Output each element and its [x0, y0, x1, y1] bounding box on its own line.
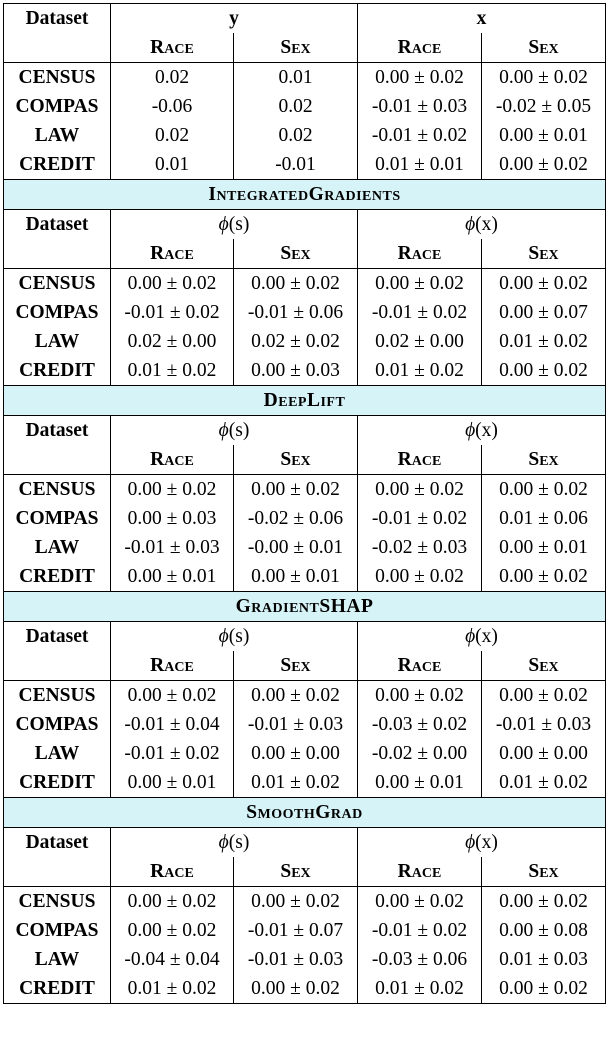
subheader-sex: Sex: [482, 445, 606, 475]
subheader-race: Race: [358, 651, 482, 681]
value-cell: -0.01 ± 0.03: [234, 945, 358, 974]
phi-symbol: ϕ: [218, 832, 229, 853]
value-cell: 0.00 ± 0.02: [358, 887, 482, 917]
value-cell: 0.00 ± 0.01: [111, 562, 234, 592]
group-header-phi-s: [111, 622, 358, 652]
value-cell: 0.01: [111, 150, 234, 180]
results-table-body: [4, 4, 606, 1004]
value-cell: -0.01 ± 0.03: [234, 710, 358, 739]
value-cell: -0.02 ± 0.03: [358, 533, 482, 562]
value-cell: 0.00 ± 0.02: [358, 681, 482, 711]
value-cell: -0.06: [111, 92, 234, 121]
dataset-header: Dataset: [4, 828, 111, 887]
phi-arg-s: (s): [228, 420, 250, 441]
subheader-sex: Sex: [482, 857, 606, 887]
phi-symbol: ϕ: [218, 626, 229, 647]
table-row: [4, 475, 606, 505]
value-cell: 0.00 ± 0.01: [482, 121, 606, 150]
value-cell: 0.01 ± 0.02: [111, 974, 234, 1004]
value-cell: 0.00 ± 0.02: [234, 475, 358, 505]
value-cell: 0.02 ± 0.02: [234, 327, 358, 356]
value-cell: -0.04 ± 0.04: [111, 945, 234, 974]
subheader-race: Race: [111, 33, 234, 63]
value-cell: 0.00 ± 0.02: [234, 887, 358, 917]
table-row: [4, 356, 606, 386]
phi-header-row: [4, 622, 606, 652]
phi-arg-s: (s): [228, 626, 250, 647]
method-band-row: [4, 386, 606, 416]
phi-header-row: [4, 416, 606, 446]
table-row: [4, 710, 606, 739]
value-cell: 0.00 ± 0.02: [111, 475, 234, 505]
value-cell: -0.01 ± 0.04: [111, 710, 234, 739]
subheader-race: Race: [111, 857, 234, 887]
table-row: [4, 887, 606, 917]
dataset-name: CENSUS: [4, 887, 111, 917]
phi-symbol: ϕ: [465, 214, 476, 235]
value-cell: 0.00 ± 0.02: [234, 974, 358, 1004]
value-cell: 0.01 ± 0.02: [358, 974, 482, 1004]
subheader-race: Race: [111, 445, 234, 475]
table-row: [4, 533, 606, 562]
phi-symbol: ϕ: [218, 420, 229, 441]
dataset-name: CENSUS: [4, 269, 111, 299]
value-cell: 0.02 ± 0.00: [358, 327, 482, 356]
value-cell: 0.00 ± 0.02: [482, 63, 606, 93]
value-cell: 0.01 ± 0.03: [482, 945, 606, 974]
dataset-name: CREDIT: [4, 974, 111, 1004]
table-row: [4, 739, 606, 768]
phi-arg-s: (s): [228, 214, 250, 235]
dataset-name: CENSUS: [4, 475, 111, 505]
value-cell: 0.00 ± 0.01: [358, 768, 482, 798]
table-row: [4, 269, 606, 299]
value-cell: 0.00 ± 0.02: [358, 562, 482, 592]
dataset-name: COMPAS: [4, 710, 111, 739]
value-cell: -0.02 ± 0.06: [234, 504, 358, 533]
dataset-name: LAW: [4, 533, 111, 562]
dataset-name: CREDIT: [4, 150, 111, 180]
value-cell: 0.00 ± 0.02: [482, 356, 606, 386]
value-cell: -0.02 ± 0.05: [482, 92, 606, 121]
dataset-header: Dataset: [4, 622, 111, 681]
phi-header-row: [4, 210, 606, 240]
dataset-name: LAW: [4, 945, 111, 974]
value-cell: -0.02 ± 0.00: [358, 739, 482, 768]
subheader-race: Race: [111, 239, 234, 269]
method-title: DeepLift: [4, 386, 606, 416]
value-cell: 0.01 ± 0.02: [358, 356, 482, 386]
value-cell: 0.00 ± 0.02: [111, 916, 234, 945]
value-cell: 0.02: [111, 121, 234, 150]
table-row: [4, 681, 606, 711]
group-header-phi-s: [111, 210, 358, 240]
value-cell: -0.03 ± 0.02: [358, 710, 482, 739]
value-cell: -0.01 ± 0.03: [482, 710, 606, 739]
value-cell: 0.00 ± 0.01: [234, 562, 358, 592]
phi-arg-s: (s): [228, 832, 250, 853]
value-cell: 0.00 ± 0.02: [358, 63, 482, 93]
value-cell: 0.00 ± 0.08: [482, 916, 606, 945]
value-cell: 0.00 ± 0.02: [482, 974, 606, 1004]
phi-arg-x: (x): [475, 420, 498, 441]
table-row: [4, 92, 606, 121]
phi-symbol: ϕ: [465, 626, 476, 647]
value-cell: -0.01 ± 0.02: [358, 916, 482, 945]
dataset-name: COMPAS: [4, 916, 111, 945]
subheader-race: Race: [358, 857, 482, 887]
value-cell: -0.01 ± 0.02: [111, 298, 234, 327]
value-cell: 0.00 ± 0.07: [482, 298, 606, 327]
value-cell: 0.02 ± 0.00: [111, 327, 234, 356]
value-cell: -0.01 ± 0.02: [358, 298, 482, 327]
table-row: [4, 150, 606, 180]
subheader-sex: Sex: [234, 445, 358, 475]
value-cell: -0.01 ± 0.06: [234, 298, 358, 327]
table-row: [4, 327, 606, 356]
value-cell: 0.00 ± 0.03: [234, 356, 358, 386]
value-cell: 0.00 ± 0.01: [482, 533, 606, 562]
value-cell: 0.00 ± 0.02: [482, 150, 606, 180]
phi-symbol: ϕ: [218, 214, 229, 235]
group-header-phi-x: [358, 622, 606, 652]
method-band-row: [4, 180, 606, 210]
value-cell: 0.01 ± 0.01: [358, 150, 482, 180]
method-title: IntegratedGradients: [4, 180, 606, 210]
dataset-name: CENSUS: [4, 681, 111, 711]
value-cell: 0.00 ± 0.02: [234, 269, 358, 299]
top-header-row: [4, 4, 606, 34]
subheader-race: Race: [111, 651, 234, 681]
subheader-sex: Sex: [234, 651, 358, 681]
value-cell: 0.00 ± 0.02: [482, 681, 606, 711]
dataset-name: COMPAS: [4, 92, 111, 121]
dataset-name: CREDIT: [4, 768, 111, 798]
phi-arg-x: (x): [475, 214, 498, 235]
dataset-name: LAW: [4, 327, 111, 356]
value-cell: 0.00 ± 0.03: [111, 504, 234, 533]
group-header-phi-s: [111, 416, 358, 446]
method-title: GradientSHAP: [4, 592, 606, 622]
dataset-name: COMPAS: [4, 504, 111, 533]
phi-arg-x: (x): [475, 626, 498, 647]
value-cell: 0.01: [234, 63, 358, 93]
group-header-x: x: [358, 4, 606, 34]
value-cell: -0.00 ± 0.01: [234, 533, 358, 562]
value-cell: 0.00 ± 0.02: [482, 475, 606, 505]
value-cell: 0.00 ± 0.00: [234, 739, 358, 768]
group-header-phi-x: [358, 416, 606, 446]
dataset-name: LAW: [4, 121, 111, 150]
subheader-sex: Sex: [482, 651, 606, 681]
value-cell: -0.01 ± 0.07: [234, 916, 358, 945]
value-cell: -0.01 ± 0.03: [111, 533, 234, 562]
table-row: [4, 916, 606, 945]
table-row: [4, 768, 606, 798]
value-cell: 0.00 ± 0.00: [482, 739, 606, 768]
value-cell: -0.03 ± 0.06: [358, 945, 482, 974]
table-row: [4, 945, 606, 974]
subheader-race: Race: [358, 33, 482, 63]
dataset-name: COMPAS: [4, 298, 111, 327]
phi-header-row: [4, 828, 606, 858]
subheader-sex: Sex: [234, 857, 358, 887]
table-row: [4, 974, 606, 1004]
value-cell: -0.01 ± 0.02: [111, 739, 234, 768]
value-cell: 0.00 ± 0.02: [111, 269, 234, 299]
table-row: [4, 121, 606, 150]
dataset-name: CREDIT: [4, 562, 111, 592]
results-table: [3, 3, 606, 1004]
value-cell: 0.01 ± 0.06: [482, 504, 606, 533]
value-cell: 0.00 ± 0.02: [482, 269, 606, 299]
value-cell: 0.01 ± 0.02: [234, 768, 358, 798]
method-band-row: [4, 592, 606, 622]
table-row: [4, 298, 606, 327]
value-cell: 0.01 ± 0.02: [482, 768, 606, 798]
value-cell: 0.00 ± 0.02: [482, 562, 606, 592]
value-cell: 0.00 ± 0.02: [234, 681, 358, 711]
dataset-name: LAW: [4, 739, 111, 768]
value-cell: 0.00 ± 0.01: [111, 768, 234, 798]
value-cell: 0.00 ± 0.02: [111, 887, 234, 917]
value-cell: 0.00 ± 0.02: [358, 269, 482, 299]
value-cell: 0.00 ± 0.02: [358, 475, 482, 505]
subheader-race: Race: [358, 445, 482, 475]
table-row: [4, 504, 606, 533]
phi-arg-x: (x): [475, 832, 498, 853]
method-title: SmoothGrad: [4, 798, 606, 828]
value-cell: -0.01 ± 0.02: [358, 504, 482, 533]
value-cell: -0.01: [234, 150, 358, 180]
value-cell: 0.02: [111, 63, 234, 93]
value-cell: 0.00 ± 0.02: [111, 681, 234, 711]
group-header-phi-x: [358, 828, 606, 858]
dataset-name: CREDIT: [4, 356, 111, 386]
value-cell: 0.02: [234, 92, 358, 121]
subheader-sex: Sex: [482, 33, 606, 63]
value-cell: 0.01 ± 0.02: [111, 356, 234, 386]
subheader-sex: Sex: [234, 239, 358, 269]
value-cell: 0.02: [234, 121, 358, 150]
value-cell: 0.01 ± 0.02: [482, 327, 606, 356]
dataset-name: CENSUS: [4, 63, 111, 93]
dataset-header: Dataset: [4, 416, 111, 475]
table-row: [4, 562, 606, 592]
table-row: [4, 63, 606, 93]
dataset-header: Dataset: [4, 4, 111, 63]
subheader-sex: Sex: [234, 33, 358, 63]
group-header-y: y: [111, 4, 358, 34]
subheader-race: Race: [358, 239, 482, 269]
group-header-phi-x: [358, 210, 606, 240]
value-cell: -0.01 ± 0.03: [358, 92, 482, 121]
dataset-header: Dataset: [4, 210, 111, 269]
group-header-phi-s: [111, 828, 358, 858]
phi-symbol: ϕ: [465, 832, 476, 853]
method-band-row: [4, 798, 606, 828]
value-cell: -0.01 ± 0.02: [358, 121, 482, 150]
value-cell: 0.00 ± 0.02: [482, 887, 606, 917]
phi-symbol: ϕ: [465, 420, 476, 441]
subheader-sex: Sex: [482, 239, 606, 269]
